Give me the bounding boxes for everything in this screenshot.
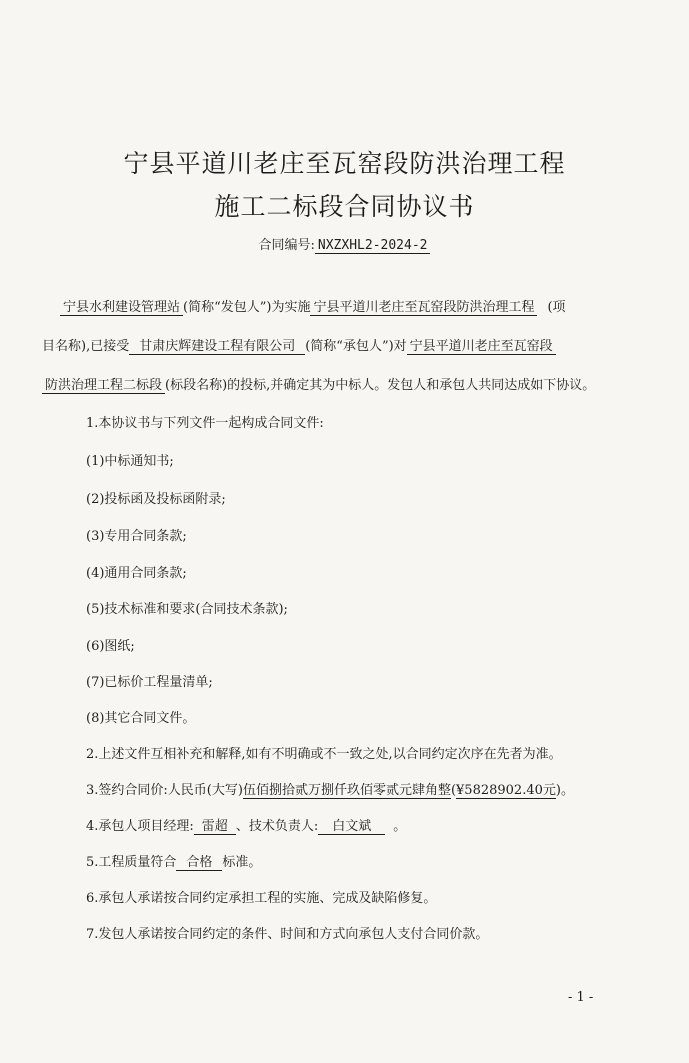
item-6: 6.承包人承诺按合同约定承担工程的实施、完成及缺陷修复。 — [86, 891, 437, 906]
item-7: 7.发包人承诺按合同约定的条件、时间和方式向承包人支付合同价款。 — [86, 927, 489, 942]
paren: ( — [450, 783, 457, 798]
item-4-end: 。 — [393, 819, 407, 834]
employer-name: 宁县水利建设管理站 — [60, 300, 183, 316]
contractor-name: 甘肃庆辉建设工程有限公司 — [129, 339, 305, 355]
document-list-item: (5)技术标准和要求(合同技术条款); — [86, 602, 288, 617]
intro-line-3 — [42, 374, 689, 393]
section-name-part-2: 防洪治理工程二标段 — [42, 378, 165, 394]
item-4-mid: 、技术负责人: — [235, 819, 319, 834]
intro-text: (标段名称)的投标,并确定其为中标人。发包人和承包人共同达成如下协议。 — [165, 378, 596, 393]
intro-line-1 — [60, 296, 689, 315]
item-4 — [86, 815, 689, 834]
document-list-item: (4)通用合同条款; — [86, 566, 187, 581]
document-list-item: (7)已标价工程量清单; — [86, 675, 213, 690]
section-name-part-1: 宁县平道川老庄至瓦窑段 — [407, 339, 556, 355]
item-5-prefix: 5.工程质量符合 — [86, 855, 177, 870]
contract-price-number: ¥5828902.40元 — [456, 783, 556, 798]
document-list-item: (6)图纸; — [86, 639, 135, 654]
page-number: - 1 - — [568, 990, 594, 1005]
item-5 — [86, 851, 689, 870]
document-list-item: (3)专用合同条款; — [86, 529, 187, 544]
item-1: 1.本协议书与下列文件一起构成合同文件: — [86, 416, 324, 431]
intro-text: (项 — [547, 300, 566, 315]
tech-lead-name: 白文斌 — [318, 819, 385, 835]
document-list-item: (8)其它合同文件。 — [86, 711, 196, 726]
item-2: 2.上述文件互相补充和解释,如有不明确或不一致之处,以合同约定次序在先者为准。 — [86, 747, 562, 762]
title-line-2: 施工二标段合同协议书 — [214, 192, 475, 221]
contract-number — [0, 234, 689, 253]
intro-text: (简称“发包人”)为实施 — [183, 300, 311, 315]
item-5-end: 标准。 — [222, 855, 262, 870]
paren: )。 — [555, 783, 574, 798]
intro-text: 目名称),已接受 — [42, 339, 130, 354]
contract-number-value: NXZXHL2-2024-2 — [315, 238, 431, 254]
item-3 — [86, 779, 689, 798]
contract-price-words: 伍佰捌拾贰万捌仟玖佰零贰元肆角整 — [242, 783, 451, 798]
intro-text: (简称“承包人”)对 — [305, 339, 407, 354]
project-manager-name: 雷超 — [194, 819, 236, 835]
item-3-prefix: 3.签约合同价:人民币(大写) — [86, 783, 243, 798]
document-list-item: (2)投标函及投标函附录; — [86, 492, 226, 507]
contract-number-label: 合同编号: — [258, 238, 315, 253]
quality-standard: 合格 — [176, 855, 222, 871]
intro-line-2 — [42, 335, 689, 354]
item-4-prefix: 4.承包人项目经理: — [86, 819, 194, 834]
title-line-1: 宁县平道川老庄至瓦窑段防洪治理工程 — [123, 149, 566, 178]
document-list-item: (1)中标通知书; — [86, 454, 174, 469]
project-name: 宁县平道川老庄至瓦窑段防洪治理工程 — [310, 300, 537, 316]
